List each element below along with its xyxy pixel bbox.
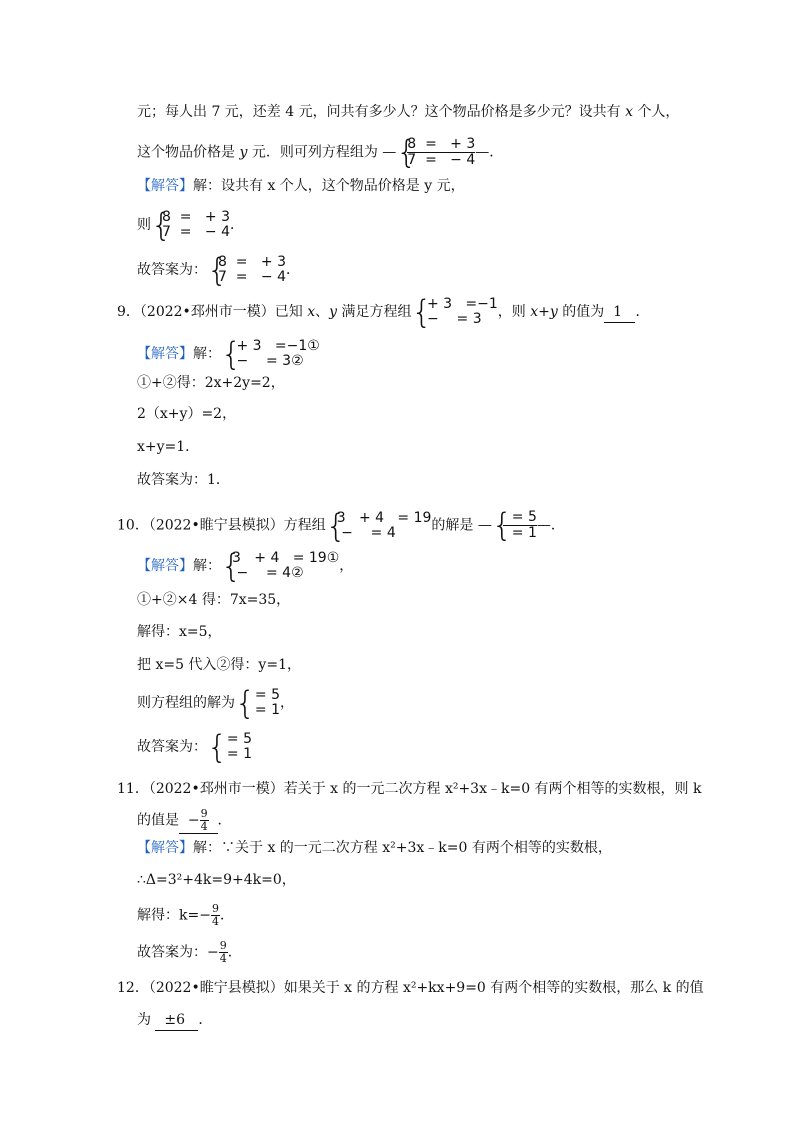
question-12: 12．（2022•睢宁县模拟）如果关于 x 的方程 x²+kx+9=0 有两个相等的实数根，那么 k 的值: [117, 980, 704, 996]
answer-blank: —: [382, 144, 397, 161]
answer-blank: —: [477, 517, 492, 534]
equation-system: { + 3 =−1 − = 3: [411, 293, 498, 331]
answer-line: 【解答】解：设共有 x 个人，这个物品价格是 y 元，: [137, 178, 465, 194]
equation-system: { 3 + 4 = 19① − = 4②: [221, 547, 340, 585]
answer-blank: − $\frac{9}{4}$: [179, 808, 218, 834]
answer-line: 则 { 8 = + 3 7 = − 4 ．: [137, 206, 244, 244]
equation-system: { = 5 = 1: [491, 506, 537, 544]
text-line: 故答案为：− $\frac{9}{4}$ ．: [137, 939, 242, 965]
question-11: 11．（2022•邳州市一模）若关于 x 的一元二次方程 x²+3x﹣k=0 有两个相等的实数根，则 k: [117, 781, 702, 797]
text-line: ∴Δ=3²+4k=9+4k=0，: [137, 872, 296, 888]
text-line: 故答案为：1．: [137, 472, 230, 488]
answer-line: 则方程组的解为 { = 5 = 1 ，: [137, 684, 294, 722]
answer-line: 故答案为： { = 5 = 1: [137, 728, 252, 766]
equation-system: { = 5 = 1: [235, 684, 280, 722]
text-line: 2（x+y）=2，: [137, 406, 237, 422]
answer-line: 【解答】解： { + 3 =−1① − = 3②: [137, 335, 320, 373]
text-line: 把 x=5 代入②得：y=1，: [137, 657, 301, 673]
equation-system: { 8 = + 3 7 = − 4: [151, 206, 230, 244]
answer-blank: 1: [604, 302, 635, 323]
equation-system: { 8 = + 3 7 = − 4: [396, 133, 476, 171]
equation-system: { = 5 = 1: [207, 728, 252, 766]
question-9: 9．（2022•邳州市一模）已知 x、y 满足方程组 { + 3 =−1 − = 3 ，则 x+y 的值为 1 ．: [117, 293, 650, 331]
text-line: ①+②得：2x+2y=2，: [137, 375, 285, 391]
equation-system: { 8 = + 3 7 = − 4: [207, 251, 286, 289]
answer-line: 【解答】解：∵关于 x 的一元二次方程 x²+3x﹣k=0 有两个相等的实数根，: [137, 840, 612, 856]
text-line: x+y=1．: [137, 439, 200, 455]
text-line: 这个物品价格是 y 元．则可列方程组为 — { 8 = + 3 7 = − 4 —．: [137, 133, 504, 171]
text-line: ①+②×4 得：7x=35，: [137, 592, 291, 608]
text-line: 解得：x=5，: [137, 624, 222, 640]
answer-line: 【解答】解： { 3 + 4 = 19① − = 4② ，: [137, 547, 354, 585]
text-line: 为 ±6 ．: [137, 1010, 212, 1031]
text-line: 的值是 − $\frac{9}{4}$ ．: [137, 807, 232, 833]
equation-system: { 3 + 4 = 19 − = 4: [325, 506, 432, 545]
text-line: 元；每人出 7 元，还差 4 元，问共有多少人？这个物品价格是多少元？设共有 x 个人，: [137, 104, 680, 120]
answer-blank: ±6: [155, 1010, 198, 1031]
answer-line: 故答案为： { 8 = + 3 7 = − 4 ．: [137, 251, 300, 289]
question-10: 10．（2022•睢宁县模拟）方程组 { 3 + 4 = 19 − = 4 的解是 — { = 5 = 1 —．: [117, 506, 565, 545]
equation-system: { + 3 =−1① − = 3②: [221, 335, 320, 373]
text-line: 解得：k=− $\frac{9}{4}$ ．: [137, 902, 234, 928]
